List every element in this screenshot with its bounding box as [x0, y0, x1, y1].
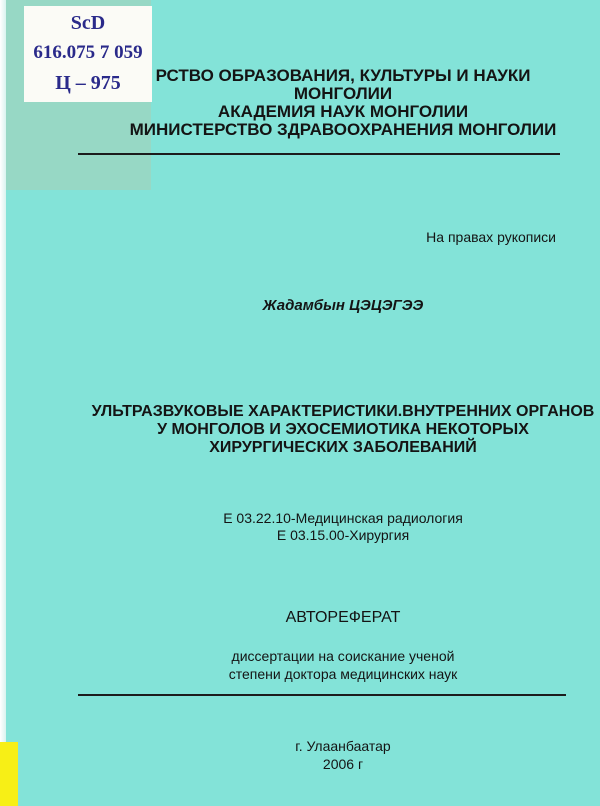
- document-type: АВТОРЕФЕРАТ: [285, 609, 401, 626]
- document-cover: [6, 0, 600, 806]
- title-line-2: У МОНГОЛОВ И ЭХОСЕМИОТИКА НЕКОТОРЫХ: [157, 421, 529, 438]
- specialty-2: Е 03.15.00-Хирургия: [276, 527, 410, 543]
- place: г. Улаанбаатар: [295, 738, 391, 754]
- dissertation-line-2: степени доктора медицинских наук: [228, 666, 458, 682]
- dissertation-line-1: диссертации на соискание ученой: [231, 648, 455, 664]
- bottom-divider: [78, 694, 566, 696]
- author-name: Жадамбын ЦЭЦЭГЭЭ: [262, 297, 424, 314]
- yellow-sticker: [0, 742, 18, 806]
- ministry-line-1: РСТВО ОБРАЗОВАНИЯ, КУЛЬТУРЫ И НАУКИ: [155, 66, 531, 85]
- top-divider: [78, 153, 560, 155]
- call-number-line-3: Ц – 975: [55, 72, 121, 94]
- ministry-line-2: МОНГОЛИИ: [293, 84, 393, 103]
- title-line-1: УЛЬТРАЗВУКОВЫЕ ХАРАКТЕРИСТИКИ.ВНУТРЕННИХ ОРГАНОВ: [91, 403, 595, 420]
- specialty-1: Е 03.22.10-Медицинская радиология: [223, 510, 463, 526]
- title-line-3: ХИРУРГИЧЕСКИХ ЗАБОЛЕВАНИЙ: [209, 439, 477, 456]
- call-number-line-2: 616.075 7 059: [33, 42, 143, 63]
- call-number-line-1: ScD: [70, 12, 106, 34]
- year: 2006 г: [322, 756, 364, 772]
- ministry-line-4: МИНИСТЕРСТВО ЗДРАВООХРАНЕНИЯ МОНГОЛИИ: [129, 120, 557, 139]
- ministry-line-3: АКАДЕМИЯ НАУК МОНГОЛИИ: [217, 102, 469, 121]
- rights-note: На правах рукописи: [426, 229, 556, 245]
